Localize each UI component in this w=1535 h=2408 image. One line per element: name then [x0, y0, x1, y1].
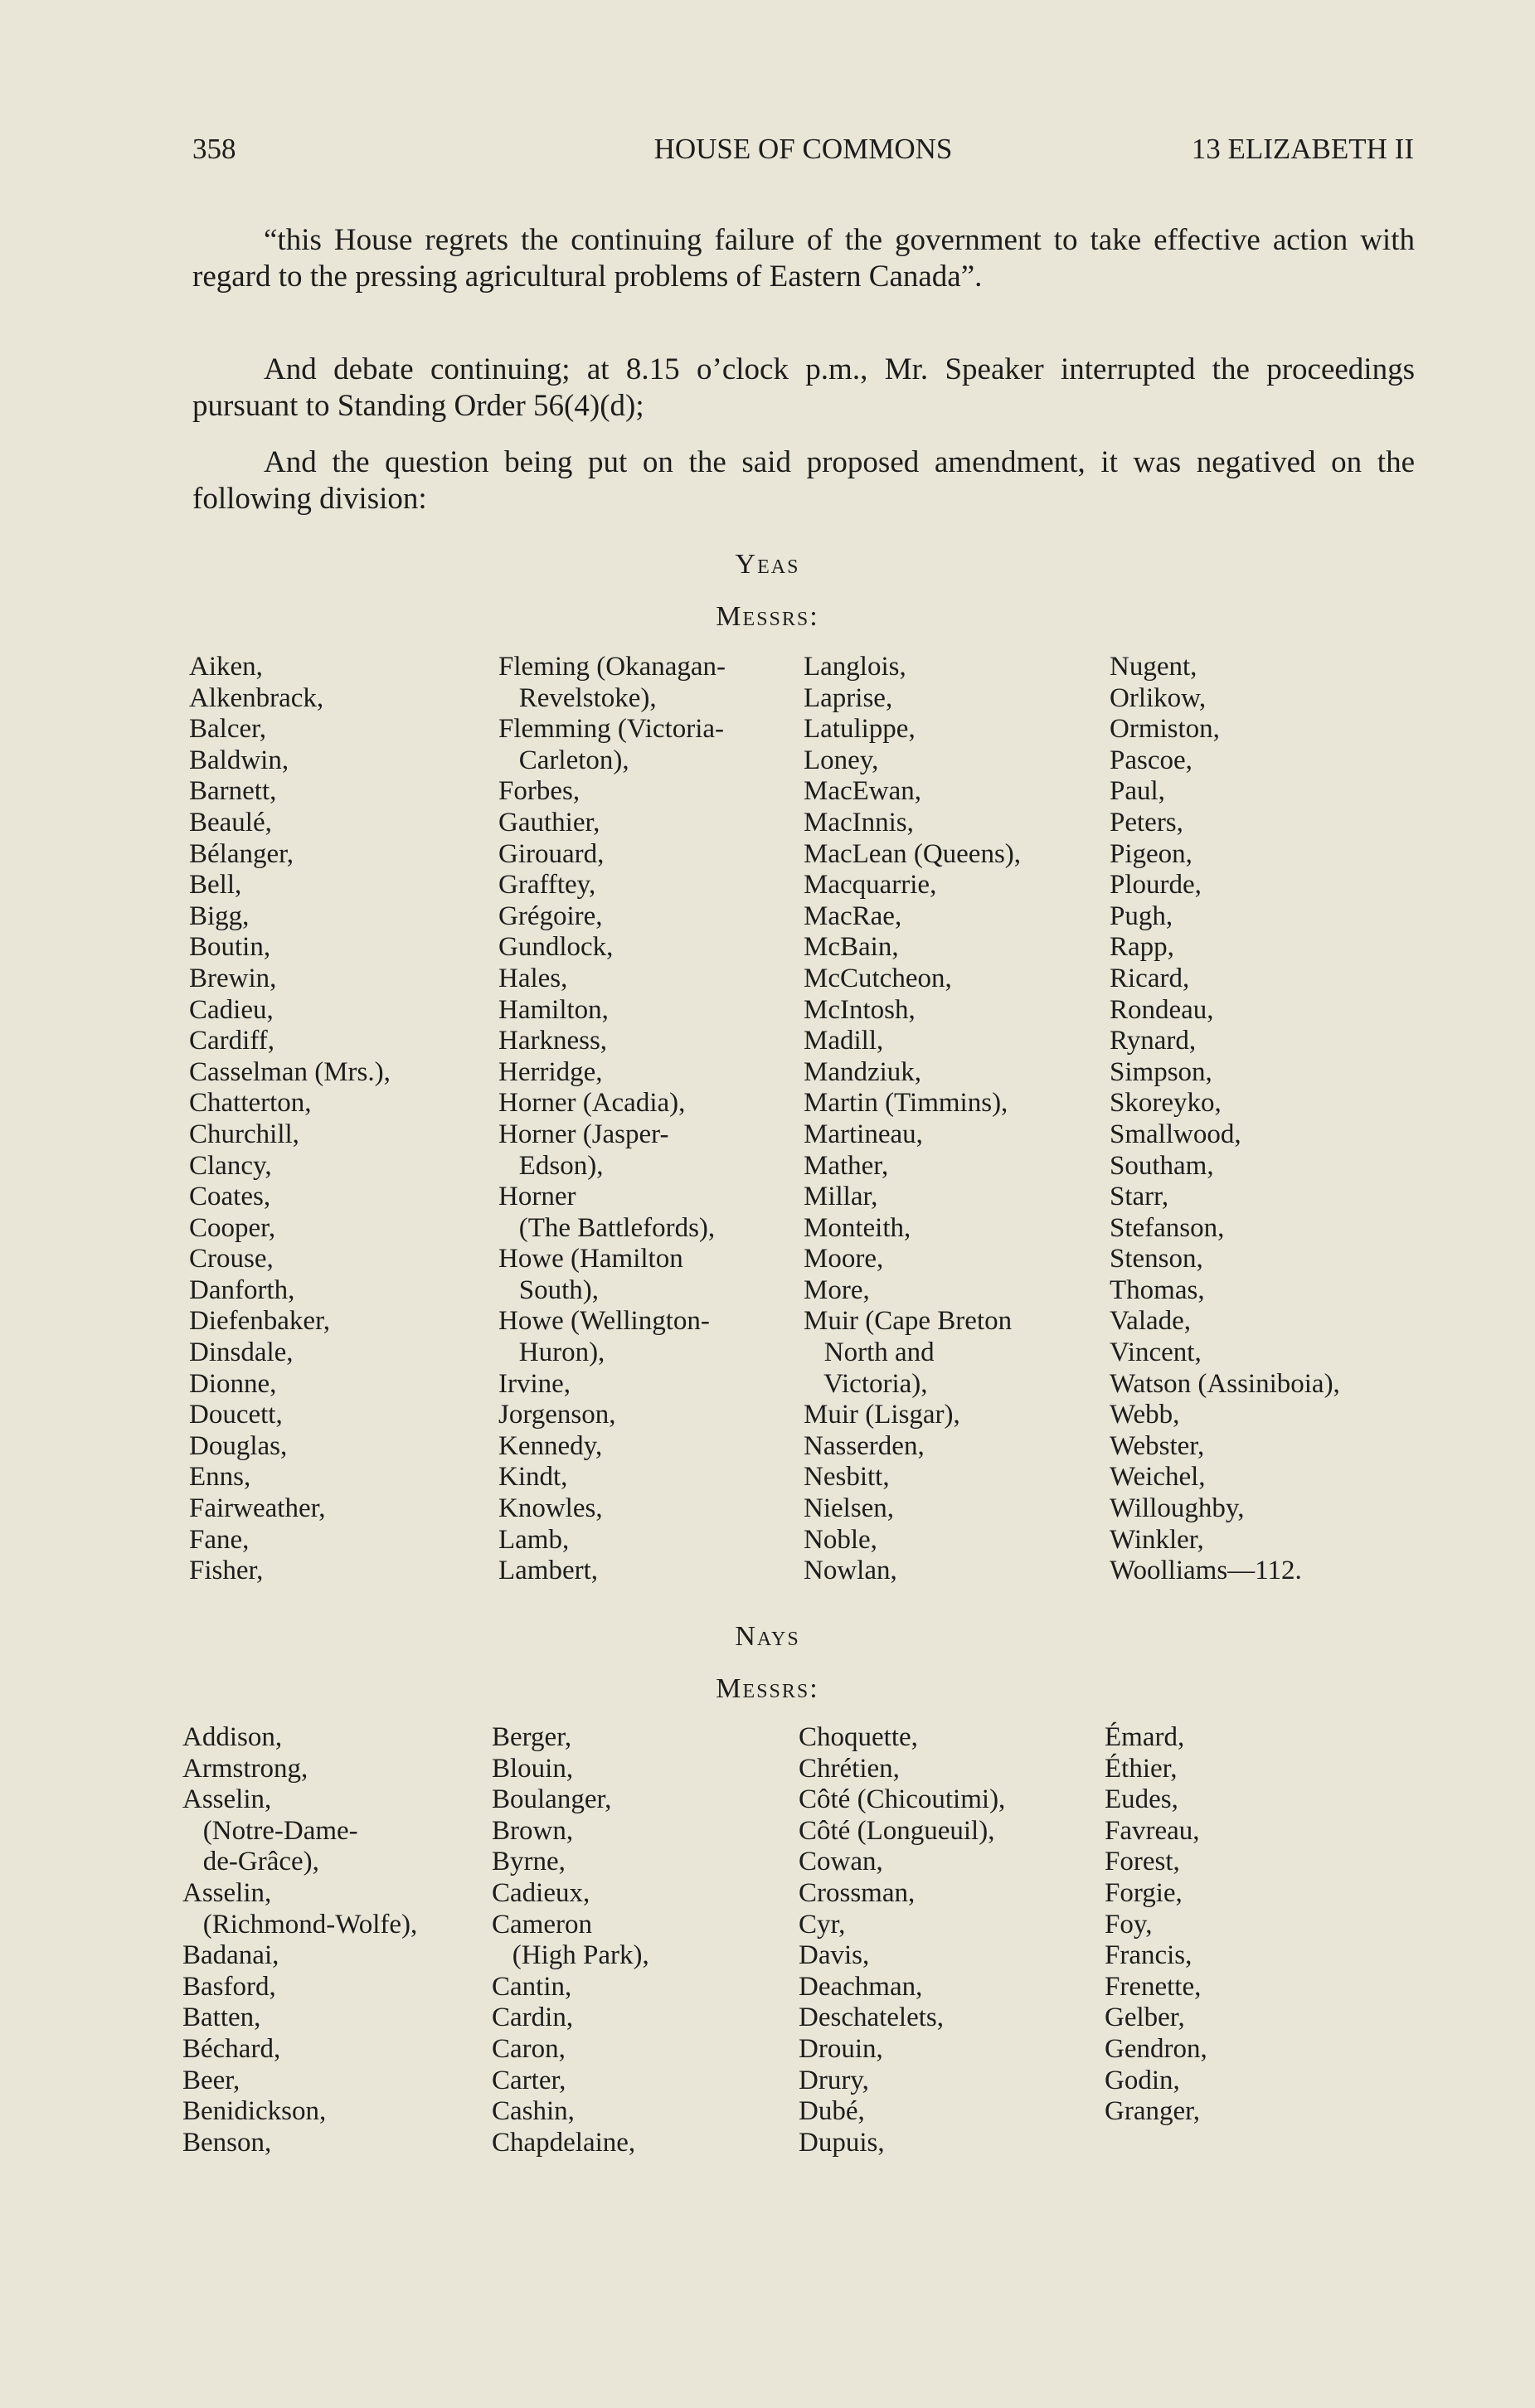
member-name: Pascoe,	[1110, 745, 1193, 775]
member-name: Smallwood,	[1110, 1119, 1241, 1149]
member-name: Béchard,	[182, 2033, 281, 2064]
member-name: Latulippe,	[804, 714, 916, 745]
member-name: Weichel,	[1110, 1462, 1206, 1493]
member-name: Gendron,	[1105, 2033, 1207, 2064]
member-name: Dubé,	[799, 2096, 865, 2127]
member-name: Crossman,	[799, 1877, 916, 1908]
member-name: Lamb,	[498, 1524, 570, 1555]
member-name: Davis,	[799, 1940, 870, 1971]
member-name: Barnett,	[189, 776, 277, 807]
member-name: Valade,	[1110, 1306, 1192, 1337]
member-name: Mandziuk,	[804, 1056, 922, 1087]
member-name: Caron,	[492, 2033, 566, 2064]
member-name: Diefenbaker,	[189, 1306, 330, 1337]
member-name: Stenson,	[1110, 1244, 1203, 1274]
member-name: Deachman,	[799, 1971, 923, 2002]
member-name: Douglas,	[189, 1430, 288, 1461]
member-name: Willoughby,	[1110, 1493, 1245, 1524]
member-name: (The Battlefords),	[498, 1212, 716, 1243]
member-name: Ricard,	[1110, 963, 1190, 993]
member-name: Winkler,	[1110, 1524, 1204, 1555]
member-name: Plourde,	[1110, 870, 1202, 901]
member-name: Fairweather,	[189, 1493, 326, 1524]
member-name: Baldwin,	[189, 745, 289, 775]
member-name: Gauthier,	[498, 807, 600, 837]
nays-column-3	[799, 1722, 1005, 2158]
member-name: Kindt,	[498, 1462, 568, 1493]
member-name: Fisher,	[189, 1556, 264, 1586]
member-name: Granger,	[1105, 2096, 1201, 2127]
member-name: Boutin,	[189, 932, 271, 963]
member-name: Bélanger,	[189, 838, 294, 869]
member-name: Badanai,	[182, 1940, 279, 1971]
member-name: Gelber,	[1105, 2003, 1185, 2033]
regnal-year: 13 ELIZABETH II	[1191, 133, 1414, 165]
member-name: Herridge,	[498, 1056, 603, 1087]
member-name: de-Grâce),	[182, 1847, 319, 1877]
member-name: Pigeon,	[1110, 838, 1193, 869]
member-name: Skoreyko,	[1110, 1088, 1222, 1119]
member-name: Monteith,	[804, 1212, 911, 1243]
member-name: Grafftey,	[498, 870, 596, 901]
member-name: Francis,	[1105, 1940, 1193, 1971]
member-name: Macquarrie,	[804, 870, 937, 901]
running-title: HOUSE OF COMMONS	[653, 133, 953, 165]
member-name: Boulanger,	[492, 1784, 612, 1815]
member-name: Foy,	[1105, 1909, 1153, 1940]
member-name: Howe (Hamilton	[498, 1244, 683, 1274]
member-name: Hamilton,	[498, 994, 609, 1025]
yeas-column-3	[804, 652, 1021, 1587]
member-name: Chatterton,	[189, 1088, 312, 1119]
member-name: Woolliams—112.	[1110, 1556, 1302, 1586]
member-name: Aiken,	[189, 652, 263, 682]
member-name: Churchill,	[189, 1119, 299, 1149]
member-name: Cooper,	[189, 1212, 276, 1243]
member-name: Lambert,	[498, 1556, 599, 1586]
member-name: Edson),	[498, 1150, 604, 1181]
yeas-column-1	[189, 652, 391, 1587]
member-name: Huron),	[498, 1338, 605, 1368]
member-name: Horner (Acadia),	[498, 1088, 686, 1119]
member-name: Addison,	[182, 1722, 283, 1752]
member-name: Millar,	[804, 1182, 878, 1212]
member-name: McCutcheon,	[804, 963, 952, 993]
member-name: Asselin,	[182, 1877, 272, 1908]
question-paragraph: And the question being put on the said proposed amendment, it was negatived on the following division:	[192, 445, 1415, 516]
member-name: Bell,	[189, 870, 242, 901]
member-name: Côté (Longueuil),	[799, 1815, 995, 1846]
member-name: Vincent,	[1110, 1338, 1202, 1368]
member-name: Alkenbrack,	[189, 682, 324, 713]
member-name: Howe (Wellington-	[498, 1306, 710, 1337]
member-name: Beaulé,	[189, 807, 272, 837]
member-name: Dinsdale,	[189, 1338, 294, 1368]
member-name: Rapp,	[1110, 932, 1174, 963]
member-name: Forgie,	[1105, 1877, 1183, 1908]
member-name: (Richmond-Wolfe),	[182, 1909, 418, 1940]
member-name: Émard,	[1105, 1722, 1185, 1752]
member-name: Nowlan,	[804, 1556, 897, 1586]
member-name: Pugh,	[1110, 901, 1173, 931]
member-name: Enns,	[189, 1462, 251, 1493]
member-name: Moore,	[804, 1244, 884, 1274]
member-name: Balcer,	[189, 714, 267, 745]
nays-column-2	[492, 1722, 649, 2158]
member-name: Flemming (Victoria-	[498, 714, 725, 745]
member-name: Blouin,	[492, 1753, 574, 1784]
member-name: Dupuis,	[799, 2127, 885, 2158]
member-name: Godin,	[1105, 2065, 1180, 2095]
member-name: Loney,	[804, 745, 879, 775]
yeas-subtitle: Messrs:	[716, 601, 819, 632]
member-name: Fleming (Okanagan-	[498, 652, 726, 682]
member-name: Benidickson,	[182, 2096, 327, 2127]
member-name: Rondeau,	[1110, 994, 1214, 1025]
member-name: Kennedy,	[498, 1430, 603, 1461]
member-name: Batten,	[182, 2003, 261, 2033]
member-name: Danforth,	[189, 1274, 295, 1305]
member-name: Cameron	[492, 1909, 592, 1940]
member-name: Chrétien,	[799, 1753, 900, 1784]
member-name: Stefanson,	[1110, 1212, 1225, 1243]
member-name: Muir (Lisgar),	[804, 1400, 960, 1430]
member-name: Victoria),	[804, 1368, 928, 1399]
member-name: Knowles,	[498, 1493, 603, 1524]
member-name: Rynard,	[1110, 1026, 1197, 1056]
page-header	[192, 133, 1414, 174]
member-name: Simpson,	[1110, 1056, 1212, 1087]
nays-column-4	[1105, 1722, 1207, 2128]
member-name: Langlois,	[804, 652, 906, 682]
member-name: Favreau,	[1105, 1815, 1200, 1846]
member-name: Thomas,	[1110, 1274, 1205, 1305]
member-name: Muir (Cape Breton	[804, 1306, 1013, 1337]
member-name: Girouard,	[498, 838, 605, 869]
member-name: Fane,	[189, 1524, 250, 1555]
member-name: Laprise,	[804, 682, 893, 713]
member-name: Cardin,	[492, 2003, 574, 2033]
member-name: South),	[498, 1274, 600, 1305]
member-name: Horner (Jasper-	[498, 1119, 669, 1149]
member-name: Carleton),	[498, 745, 629, 775]
nays-title: Nays	[735, 1621, 800, 1652]
member-name: McIntosh,	[804, 994, 916, 1025]
member-name: Brown,	[492, 1815, 574, 1846]
member-name: Carter,	[492, 2065, 566, 2095]
member-name: MacLean (Queens),	[804, 838, 1022, 869]
member-name: (High Park),	[492, 1940, 649, 1971]
member-name: Watson (Assiniboia),	[1110, 1368, 1340, 1399]
member-name: Beer,	[182, 2065, 240, 2095]
member-name: Southam,	[1110, 1150, 1214, 1181]
member-name: Côté (Chicoutimi),	[799, 1784, 1006, 1815]
member-name: Coates,	[189, 1182, 271, 1212]
member-name: Nasserden,	[804, 1430, 925, 1461]
member-name: MacInnis,	[804, 807, 914, 837]
member-name: Noble,	[804, 1524, 877, 1555]
member-name: Deschatelets,	[799, 2003, 945, 2033]
member-name: Berger,	[492, 1722, 572, 1752]
member-name: Asselin,	[182, 1784, 272, 1815]
member-name: MacEwan,	[804, 776, 922, 807]
member-name: Casselman (Mrs.),	[189, 1056, 391, 1087]
member-name: Webster,	[1110, 1430, 1205, 1461]
member-name: McBain,	[804, 932, 899, 963]
member-name: Forbes,	[498, 776, 580, 807]
nays-subtitle: Messrs:	[716, 1673, 819, 1704]
amendment-quote: “this House regrets the continuing failure of the government to take effective action with regard to the pressing agricultural problems of Eastern Canada”.	[192, 223, 1415, 294]
member-name: Jorgenson,	[498, 1400, 616, 1430]
member-name: Basford,	[182, 1971, 276, 2002]
member-name: MacRae,	[804, 901, 902, 931]
member-name: Revelstoke),	[498, 682, 657, 713]
member-name: Grégoire,	[498, 901, 603, 931]
member-name: Cardiff,	[189, 1026, 274, 1056]
member-name: Armstrong,	[182, 1753, 308, 1784]
member-name: Drury,	[799, 2065, 869, 2095]
member-name: Crouse,	[189, 1244, 274, 1274]
member-name: Brewin,	[189, 963, 277, 993]
member-name: Nugent,	[1110, 652, 1197, 682]
member-name: Peters,	[1110, 807, 1183, 837]
member-name: Clancy,	[189, 1150, 272, 1181]
member-name: Gundlock,	[498, 932, 614, 963]
yeas-column-2	[498, 652, 726, 1587]
member-name: Doucett,	[189, 1400, 283, 1430]
member-name: Forest,	[1105, 1847, 1180, 1877]
member-name: Dionne,	[189, 1368, 277, 1399]
member-name: Cadieu,	[189, 994, 274, 1025]
member-name: Drouin,	[799, 2033, 883, 2064]
member-name: Ormiston,	[1110, 714, 1220, 745]
member-name: Éthier,	[1105, 1753, 1178, 1784]
yeas-column-4	[1110, 652, 1340, 1587]
member-name: Bigg,	[189, 901, 250, 931]
member-name: Horner	[498, 1182, 576, 1212]
member-name: Nesbitt,	[804, 1462, 890, 1493]
member-name: Cantin,	[492, 1971, 572, 2002]
member-name: Starr,	[1110, 1182, 1169, 1212]
member-name: Orlikow,	[1110, 682, 1207, 713]
member-name: Cowan,	[799, 1847, 883, 1877]
member-name: Martin (Timmins),	[804, 1088, 1008, 1119]
member-name: More,	[804, 1274, 870, 1305]
member-name: Cashin,	[492, 2096, 575, 2127]
member-name: Frenette,	[1105, 1971, 1202, 2002]
member-name: Byrne,	[492, 1847, 566, 1877]
member-name: Martineau,	[804, 1119, 923, 1149]
member-name: Eudes,	[1105, 1784, 1178, 1815]
member-name: Chapdelaine,	[492, 2127, 636, 2158]
member-name: Choquette,	[799, 1722, 918, 1752]
member-name: Paul,	[1110, 776, 1165, 807]
member-name: Hales,	[498, 963, 568, 993]
yeas-title: Yeas	[735, 549, 800, 580]
member-name: (Notre-Dame-	[182, 1815, 358, 1846]
member-name: Harkness,	[498, 1026, 608, 1056]
member-name: Benson,	[182, 2127, 272, 2158]
member-name: Webb,	[1110, 1400, 1180, 1430]
member-name: North and	[804, 1338, 935, 1368]
page-number: 358	[192, 133, 236, 165]
member-name: Cyr,	[799, 1909, 846, 1940]
member-name: Cadieux,	[492, 1877, 590, 1908]
nays-column-1	[182, 1722, 417, 2158]
member-name: Nielsen,	[804, 1493, 895, 1524]
member-name: Madill,	[804, 1026, 884, 1056]
member-name: Irvine,	[498, 1368, 571, 1399]
debate-paragraph: And debate continuing; at 8.15 o’clock p.m., Mr. Speaker interrupted the proceedings pursuant to Standing Order 56(4)(d);	[192, 352, 1415, 423]
member-name: Mather,	[804, 1150, 889, 1181]
